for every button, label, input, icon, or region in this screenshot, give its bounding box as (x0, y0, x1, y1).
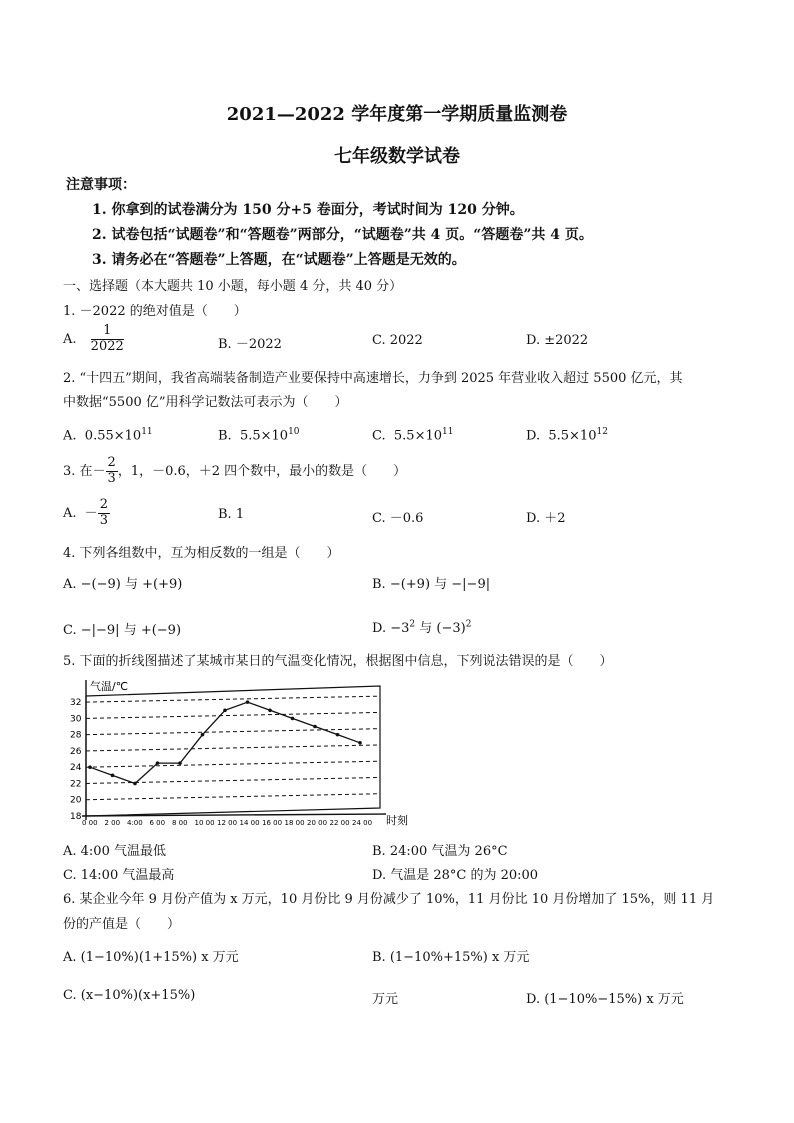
q1-option-c: C. 2022 (372, 333, 423, 348)
chart-x-tick-label: 16 00 (262, 819, 283, 827)
chart-y-tick-label: 26 (70, 746, 82, 757)
chart-gridline (86, 712, 380, 718)
q2-d-label: D. (526, 428, 541, 444)
q6-option-d: D. (1−10%−15%) x 万元 (526, 992, 684, 1007)
q1-a-fraction (91, 324, 124, 355)
q2-option-a (63, 427, 153, 443)
chart-gridline (86, 696, 380, 702)
notice-heading: 注意事项： (66, 177, 136, 193)
q4-option-d (372, 617, 471, 636)
notice-item-2: 2. 试卷包括“试题卷”和“答题卷”两部分，“试题卷”共 4 页。“答题卷”共 4 页。 (92, 227, 593, 243)
chart-x-tick-label: 6 00 (149, 819, 166, 827)
chart-data-point (178, 761, 182, 765)
q3-a-label: A. (63, 505, 77, 521)
q2-d-base: 5.5×10 (548, 428, 597, 444)
q3-option-a (63, 498, 110, 529)
q1-a-denominator: 2022 (90, 338, 124, 354)
temperature-line-chart (68, 676, 408, 832)
q4-stem: 4. 下列各组数中，互为相反数的一组是（ ） (63, 546, 340, 561)
q6-option-c-unit: 万元 (372, 992, 399, 1007)
chart-y-tick-label: 18 (70, 812, 82, 822)
chart-y-ticks (70, 698, 82, 822)
chart-data-point (88, 765, 92, 769)
q5-stem: 5. 下面的折线图描述了某城市某日的气温变化情况，根据图中信息，下列说法错误的是（ ） (63, 654, 613, 669)
q4-d-mid: 与 (−3) (415, 621, 466, 636)
chart-x-tick-label: 12 00 (217, 819, 238, 827)
q2-option-c (372, 427, 453, 443)
q2-b-exp: 10 (288, 427, 300, 437)
q3-a-sign: － (84, 505, 98, 521)
notice-item-1: 1. 你拿到的试卷满分为 150 分+5 卷面分，考试时间为 120 分钟。 (92, 202, 524, 218)
chart-x-tick-label: 22 00 (329, 819, 350, 827)
chart-series (88, 700, 362, 785)
q4-option-c: C. −|−9| 与 +(−9) (63, 623, 182, 638)
q4-d-exp2: 2 (465, 619, 472, 630)
chart-series-line (90, 702, 360, 783)
q3-numerator: 2 (107, 455, 116, 470)
q5-option-d: D. 气温是 28°C 的为 20:00 (372, 868, 539, 883)
chart-data-point (246, 700, 250, 704)
q5-option-c: C. 14:00 气温最高 (63, 868, 175, 883)
q6-stem-line2: 份的产值是（ ） (63, 917, 181, 932)
chart-y-tick-label: 28 (70, 730, 82, 741)
chart-data-point (268, 708, 272, 712)
chart-x-tick-label: 8 00 (172, 819, 188, 827)
q2-stem-line2: 中数据“5500 亿”用科学记数法可表示为（ ） (63, 395, 348, 410)
q2-c-label: C. (372, 428, 386, 444)
chart-data-point (223, 708, 227, 712)
q6-option-c: C. (x−10%)(x+15%) (63, 988, 196, 1003)
chart-y-tick-label: 30 (70, 714, 82, 725)
q2-c-exp: 11 (442, 427, 454, 437)
chart-x-tick-label: 20 00 (307, 819, 328, 827)
chart-gridline (86, 745, 380, 751)
q3-option-d: D. ＋2 (526, 511, 566, 526)
chart-gridline (86, 794, 380, 800)
notice-item-3: 3. 请务必在“答题卷”上答题，在“试题卷”上答题是无效的。 (92, 252, 466, 268)
q3-a-denominator: 3 (99, 512, 108, 528)
chart-data-point (133, 782, 137, 786)
temperature-chart (68, 676, 408, 832)
chart-data-point (156, 761, 160, 765)
chart-data-point (336, 733, 340, 737)
q3-a-numerator: 2 (99, 497, 108, 512)
chart-x-tick-label: 14 00 (239, 819, 260, 827)
q2-a-label: A. (63, 428, 77, 444)
chart-frame (82, 680, 386, 820)
chart-data-point (358, 741, 362, 745)
chart-x-tick-label: 24 00 (352, 819, 373, 827)
chart-y-tick-label: 22 (70, 779, 82, 790)
q1-a-numerator: 1 (91, 324, 124, 340)
chart-x-tick-label: 2 00 (104, 819, 121, 827)
q5-option-a: A. 4:00 气温最低 (63, 844, 166, 859)
chart-data-point (313, 725, 317, 729)
q4-option-b: B. −(+9) 与 −|−9| (372, 577, 491, 592)
chart-y-label: 气温/℃ (90, 680, 129, 693)
chart-data-point (291, 717, 295, 721)
q6-stem-line1: 6. 某企业今年 9 月份产值为 x 万元，10 月份比 9 月份减少了 10%，11 月份比 10 月份增加了 15%，则 11 月 (63, 892, 715, 907)
chart-x-ticks (82, 819, 372, 827)
q1-option-d: D. ±2022 (526, 333, 589, 348)
q3-post: ，1，－0.6，＋2 四个数中，最小的数是（ ） (117, 463, 407, 479)
chart-y-tick-label: 24 (70, 763, 82, 774)
q1-a-label: A. (63, 331, 77, 347)
q3-fraction (106, 456, 118, 487)
q3-a-fraction (98, 498, 110, 529)
q3-denominator: 3 (107, 470, 116, 486)
q2-c-base: 5.5×10 (393, 428, 442, 444)
chart-grid (86, 696, 380, 800)
q2-a-base: 0.55×10 (84, 428, 142, 444)
q2-option-b (218, 427, 300, 443)
q2-b-base: 5.5×10 (239, 428, 289, 444)
q4-d-exp1: 2 (409, 619, 416, 630)
q6-option-a: A. (1−10%)(1+15%) x 万元 (63, 950, 239, 965)
q2-a-exp: 11 (141, 427, 153, 437)
chart-x-tick-label: 18 00 (284, 819, 305, 827)
chart-gridline (86, 761, 380, 767)
q2-d-exp: 12 (596, 427, 608, 437)
q1-stem: 1. －2022 的绝对值是（ ） (63, 304, 247, 319)
q5-option-b: B. 24:00 气温为 26°C (372, 844, 508, 859)
chart-gridline (86, 777, 380, 783)
exam-title: 2021—2022 学年度第一学期质量监测卷 (226, 104, 568, 125)
q2-option-d (526, 427, 608, 443)
chart-data-point (201, 733, 205, 737)
q3-pre: 3. 在－ (63, 463, 106, 479)
q1-option-b: B. －2022 (218, 337, 282, 352)
exam-subtitle: 七年级数学试卷 (334, 146, 460, 167)
q6-option-b: B. (1−10%+15%) x 万元 (372, 950, 530, 965)
section-heading: 一、选择题（本大题共 10 小题，每小题 4 分，共 40 分） (63, 279, 403, 294)
q3-option-b: B. 1 (218, 507, 245, 522)
chart-data-point (111, 774, 115, 778)
q3-option-c: C. －0.6 (372, 511, 424, 526)
chart-x-tick-label: 0 00 (82, 819, 98, 827)
q3-stem (63, 456, 406, 487)
chart-x-tick-label: 4:00 (127, 819, 143, 827)
chart-y-tick-label: 32 (70, 698, 82, 709)
chart-x-tick-label: 10 00 (194, 819, 215, 827)
q4-option-a: A. −(−9) 与 +(+9) (63, 577, 183, 592)
chart-y-tick-label: 20 (70, 795, 82, 806)
q2-b-label: B. (218, 428, 232, 444)
q2-stem-line1: 2. “十四五”期间，我省高端装备制造产业要保持中高速增长，力争到 2025 年营业收入超过 5500 亿元，其 (63, 371, 683, 386)
q1-option-a (63, 324, 124, 355)
q4-d-pre: D. −3 (372, 621, 410, 636)
chart-x-label: 时刻 (386, 814, 408, 827)
